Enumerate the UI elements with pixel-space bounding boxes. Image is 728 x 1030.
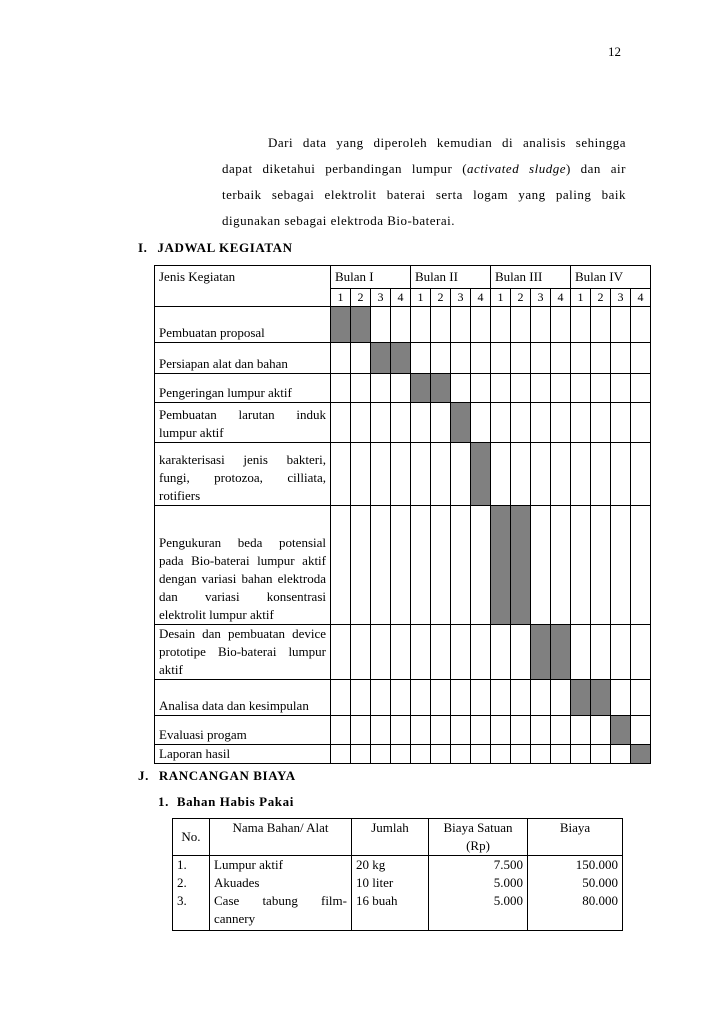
schedule-cell [471,680,491,716]
schedule-cell [451,625,471,680]
activity-cell [155,506,331,625]
schedule-cell [331,403,351,443]
schedule-cell [531,443,551,506]
schedule-cell [591,307,611,343]
schedule-cell-active [631,745,651,764]
schedule-cell-active [431,374,451,403]
header-unit-cost: Biaya Satuan (Rp) [429,819,528,856]
activity-name: Persiapan alat dan bahan [159,356,288,371]
schedule-cell-active [351,307,371,343]
schedule-cell [551,506,571,625]
cell-cost: 150.000 [528,856,623,875]
schedule-cell [331,745,351,764]
schedule-cell [611,443,631,506]
activity-cell [155,374,331,403]
schedule-cell [471,307,491,343]
schedule-cell [471,343,491,374]
schedule-month-header: Bulan III [491,266,571,289]
cell-unit-cost: 5.000 [429,874,528,892]
schedule-row [155,374,651,403]
schedule-cell [611,307,631,343]
page-number: 12 [608,44,621,59]
schedule-cell [571,506,591,625]
activity-cell [155,625,331,680]
schedule-cell [431,625,451,680]
schedule-week-header: 1 [411,289,431,307]
schedule-cell [511,343,531,374]
schedule-cell [531,716,551,745]
activity-name: Pengeringan lumpur aktif [159,385,292,400]
activity-cell [155,443,331,506]
schedule-cell-active [491,506,511,625]
schedule-week-header: 3 [371,289,391,307]
schedule-week-header: 2 [511,289,531,307]
schedule-cell [371,716,391,745]
schedule-table [154,265,651,764]
schedule-cell-active [391,343,411,374]
schedule-cell [631,716,651,745]
schedule-cell [351,625,371,680]
cell-qty: 16 buah [352,892,429,931]
schedule-cell [351,343,371,374]
schedule-cell [551,307,571,343]
schedule-cell [531,680,551,716]
schedule-cell [351,403,371,443]
schedule-cell [411,506,431,625]
schedule-cell [391,745,411,764]
schedule-cell [571,625,591,680]
schedule-week-header: 2 [591,289,611,307]
schedule-cell [631,680,651,716]
schedule-cell [591,403,611,443]
schedule-row [155,745,651,764]
schedule-cell [431,403,451,443]
schedule-cell [591,343,611,374]
schedule-cell [531,307,551,343]
schedule-cell [451,506,471,625]
schedule-cell [391,374,411,403]
paragraph-line: digunakan sebagai elektroda Bio-baterai. [222,213,455,228]
schedule-cell [391,680,411,716]
schedule-week-header: 4 [391,289,411,307]
schedule-cell [371,506,391,625]
schedule-cell [351,716,371,745]
schedule-cell [471,745,491,764]
cell-no: 1. [173,856,210,875]
schedule-cell [551,443,571,506]
schedule-cell [411,403,431,443]
schedule-cell-active [331,307,351,343]
schedule-row [155,403,651,443]
schedule-week-header: 1 [331,289,351,307]
schedule-cell [571,403,591,443]
schedule-week-header: 3 [451,289,471,307]
schedule-cell [411,343,431,374]
cell-unit-cost: 5.000 [429,892,528,931]
schedule-cell [551,716,571,745]
schedule-cell [491,374,511,403]
schedule-week-header: 2 [431,289,451,307]
schedule-cell [611,680,631,716]
activity-cell [155,745,331,764]
activity-name: karakterisasi jenis bakteri, fungi, protozoa, cilliata, rotifiers [159,452,326,503]
schedule-cell [391,307,411,343]
schedule-cell [451,307,471,343]
schedule-cell [631,343,651,374]
cell-no: 3. [173,892,210,931]
schedule-cell [351,506,371,625]
budget-header-row [173,819,623,856]
activity-name: Desain dan pembuatan device prototipe Bio-baterai lumpur aktif [159,626,326,677]
schedule-cell [511,716,531,745]
schedule-header-row [155,266,651,289]
schedule-cell [551,403,571,443]
schedule-cell [611,343,631,374]
schedule-week-header: 4 [551,289,571,307]
schedule-row [155,443,651,506]
schedule-cell [471,403,491,443]
cell-qty: 20 kg [352,856,429,875]
budget-table [172,818,623,931]
schedule-cell [451,680,471,716]
section-i-heading [138,240,293,256]
schedule-cell [511,745,531,764]
schedule-cell [431,307,451,343]
schedule-cell [491,307,511,343]
schedule-cell [611,403,631,443]
schedule-cell [611,374,631,403]
cell-name: Case tabung film-cannery [210,892,352,931]
schedule-cell [491,716,511,745]
schedule-cell [371,745,391,764]
schedule-cell [471,716,491,745]
schedule-month-header: Bulan IV [571,266,651,289]
header-qty: Jumlah [352,819,429,856]
schedule-cell-active [451,403,471,443]
schedule-cell [511,403,531,443]
table-row [173,874,623,892]
header-name: Nama Bahan/ Alat [210,819,352,856]
schedule-cell [491,680,511,716]
paragraph-italic: activated sludge [467,161,566,176]
schedule-row [155,506,651,625]
schedule-row [155,625,651,680]
schedule-cell [631,307,651,343]
schedule-cell [431,716,451,745]
schedule-cell [631,506,651,625]
schedule-row [155,343,651,374]
schedule-cell [571,443,591,506]
activity-cell [155,307,331,343]
schedule-row [155,680,651,716]
cell-qty: 10 liter [352,874,429,892]
header-cost: Biaya [528,819,623,856]
schedule-row [155,307,651,343]
schedule-cell [571,307,591,343]
schedule-header-activity: Jenis Kegiatan [155,266,331,307]
cell-name: Lumpur aktif [210,856,352,875]
schedule-cell [331,506,351,625]
schedule-cell-active [371,343,391,374]
schedule-cell [411,625,431,680]
schedule-month-header: Bulan I [331,266,411,289]
schedule-cell [331,343,351,374]
schedule-cell [451,374,471,403]
schedule-week-header: 3 [531,289,551,307]
schedule-cell [391,716,411,745]
cell-name: Akuades [210,874,352,892]
schedule-cell-active [411,374,431,403]
activity-name: Pembuatan proposal [159,325,265,340]
schedule-cell [411,443,431,506]
schedule-cell [571,374,591,403]
schedule-cell [431,680,451,716]
activity-name: Analisa data dan kesimpulan [159,698,309,713]
schedule-cell [491,745,511,764]
subsection-heading [158,794,294,810]
schedule-cell [391,625,411,680]
schedule-cell [431,343,451,374]
section-label: I. [138,240,148,255]
section-label: J. [138,768,149,783]
schedule-cell [571,343,591,374]
schedule-cell [351,680,371,716]
cell-cost: 80.000 [528,892,623,931]
schedule-week-header: 4 [631,289,651,307]
schedule-week-header: 3 [611,289,631,307]
schedule-cell [371,680,391,716]
paragraph-segment: ) dan air [565,161,626,176]
schedule-cell [571,745,591,764]
schedule-cell [331,716,351,745]
section-j-heading [138,768,296,784]
schedule-cell [611,745,631,764]
schedule-cell [591,625,611,680]
schedule-cell [351,745,371,764]
schedule-cell [471,625,491,680]
schedule-cell [631,403,651,443]
schedule-cell [411,745,431,764]
schedule-cell-active [551,625,571,680]
schedule-cell [371,625,391,680]
schedule-cell [351,443,371,506]
section-title: JADWAL KEGIATAN [157,240,293,255]
activity-cell [155,403,331,443]
schedule-cell [551,745,571,764]
section-title: RANCANGAN BIAYA [158,768,296,783]
schedule-week-header: 1 [491,289,511,307]
schedule-cell [491,403,511,443]
schedule-cell [431,443,451,506]
schedule-week-header: 4 [471,289,491,307]
schedule-cell [351,374,371,403]
schedule-cell-active [571,680,591,716]
schedule-cell [431,745,451,764]
schedule-cell [451,343,471,374]
schedule-cell [631,625,651,680]
schedule-cell [531,506,551,625]
schedule-cell [491,343,511,374]
activity-name: Pembuatan larutan induk lumpur aktif [159,407,326,440]
schedule-cell [611,506,631,625]
schedule-cell [531,343,551,374]
schedule-cell [491,443,511,506]
schedule-cell [611,625,631,680]
schedule-cell [531,745,551,764]
schedule-cell [591,506,611,625]
intro-paragraph [222,130,626,234]
schedule-cell-active [591,680,611,716]
schedule-cell [511,443,531,506]
cell-cost: 50.000 [528,874,623,892]
schedule-cell-active [511,506,531,625]
cell-no: 2. [173,874,210,892]
schedule-cell [471,506,491,625]
schedule-month-header: Bulan II [411,266,491,289]
activity-name: Laporan hasil [159,746,231,761]
schedule-cell [631,443,651,506]
schedule-cell-active [611,716,631,745]
activity-cell [155,343,331,374]
schedule-cell [591,374,611,403]
schedule-cell [551,343,571,374]
schedule-cell [431,506,451,625]
activity-cell [155,680,331,716]
schedule-cell [511,625,531,680]
schedule-cell [631,374,651,403]
paragraph-line: terbaik sebagai elektrolit baterai serta logam yang paling baik [222,187,626,202]
schedule-cell [451,443,471,506]
subsection-label: 1. [158,794,169,809]
schedule-cell [591,745,611,764]
paragraph-line [222,156,626,182]
schedule-cell [371,307,391,343]
schedule-cell [411,716,431,745]
activity-cell [155,716,331,745]
schedule-cell [531,403,551,443]
schedule-cell [451,745,471,764]
schedule-row [155,716,651,745]
schedule-cell [331,374,351,403]
schedule-cell [551,680,571,716]
schedule-cell [391,506,411,625]
schedule-cell [511,680,531,716]
schedule-cell [411,680,431,716]
table-row [173,856,623,875]
schedule-cell [371,403,391,443]
cell-unit-cost: 7.500 [429,856,528,875]
schedule-cell [331,443,351,506]
schedule-cell [591,716,611,745]
schedule-week-header: 2 [351,289,371,307]
schedule-week-header: 1 [571,289,591,307]
paragraph-segment: dapat diketahui perbandingan lumpur ( [222,161,468,176]
subsection-title: Bahan Habis Pakai [176,794,294,809]
schedule-cell [371,443,391,506]
schedule-cell [331,680,351,716]
table-row [173,892,623,931]
schedule-cell [411,307,431,343]
schedule-cell-active [531,625,551,680]
schedule-cell [371,374,391,403]
schedule-cell [551,374,571,403]
schedule-cell [491,625,511,680]
activity-name: Evaluasi progam [159,727,247,742]
schedule-cell [451,716,471,745]
schedule-cell [571,716,591,745]
schedule-cell [391,443,411,506]
schedule-cell-active [471,443,491,506]
paragraph-line: Dari data yang diperoleh kemudian di analisis sehingga [268,135,626,150]
schedule-cell [471,374,491,403]
header-no: No. [173,819,210,856]
schedule-cell [511,307,531,343]
schedule-cell [511,374,531,403]
schedule-cell [531,374,551,403]
schedule-cell [331,625,351,680]
schedule-cell [391,403,411,443]
activity-name: Pengukuran beda potensial pada Bio-baterai lumpur aktif dengan variasi bahan elektroda dan variasi konsentrasi elektrolit lumpur aktif [159,535,326,622]
schedule-cell [591,443,611,506]
